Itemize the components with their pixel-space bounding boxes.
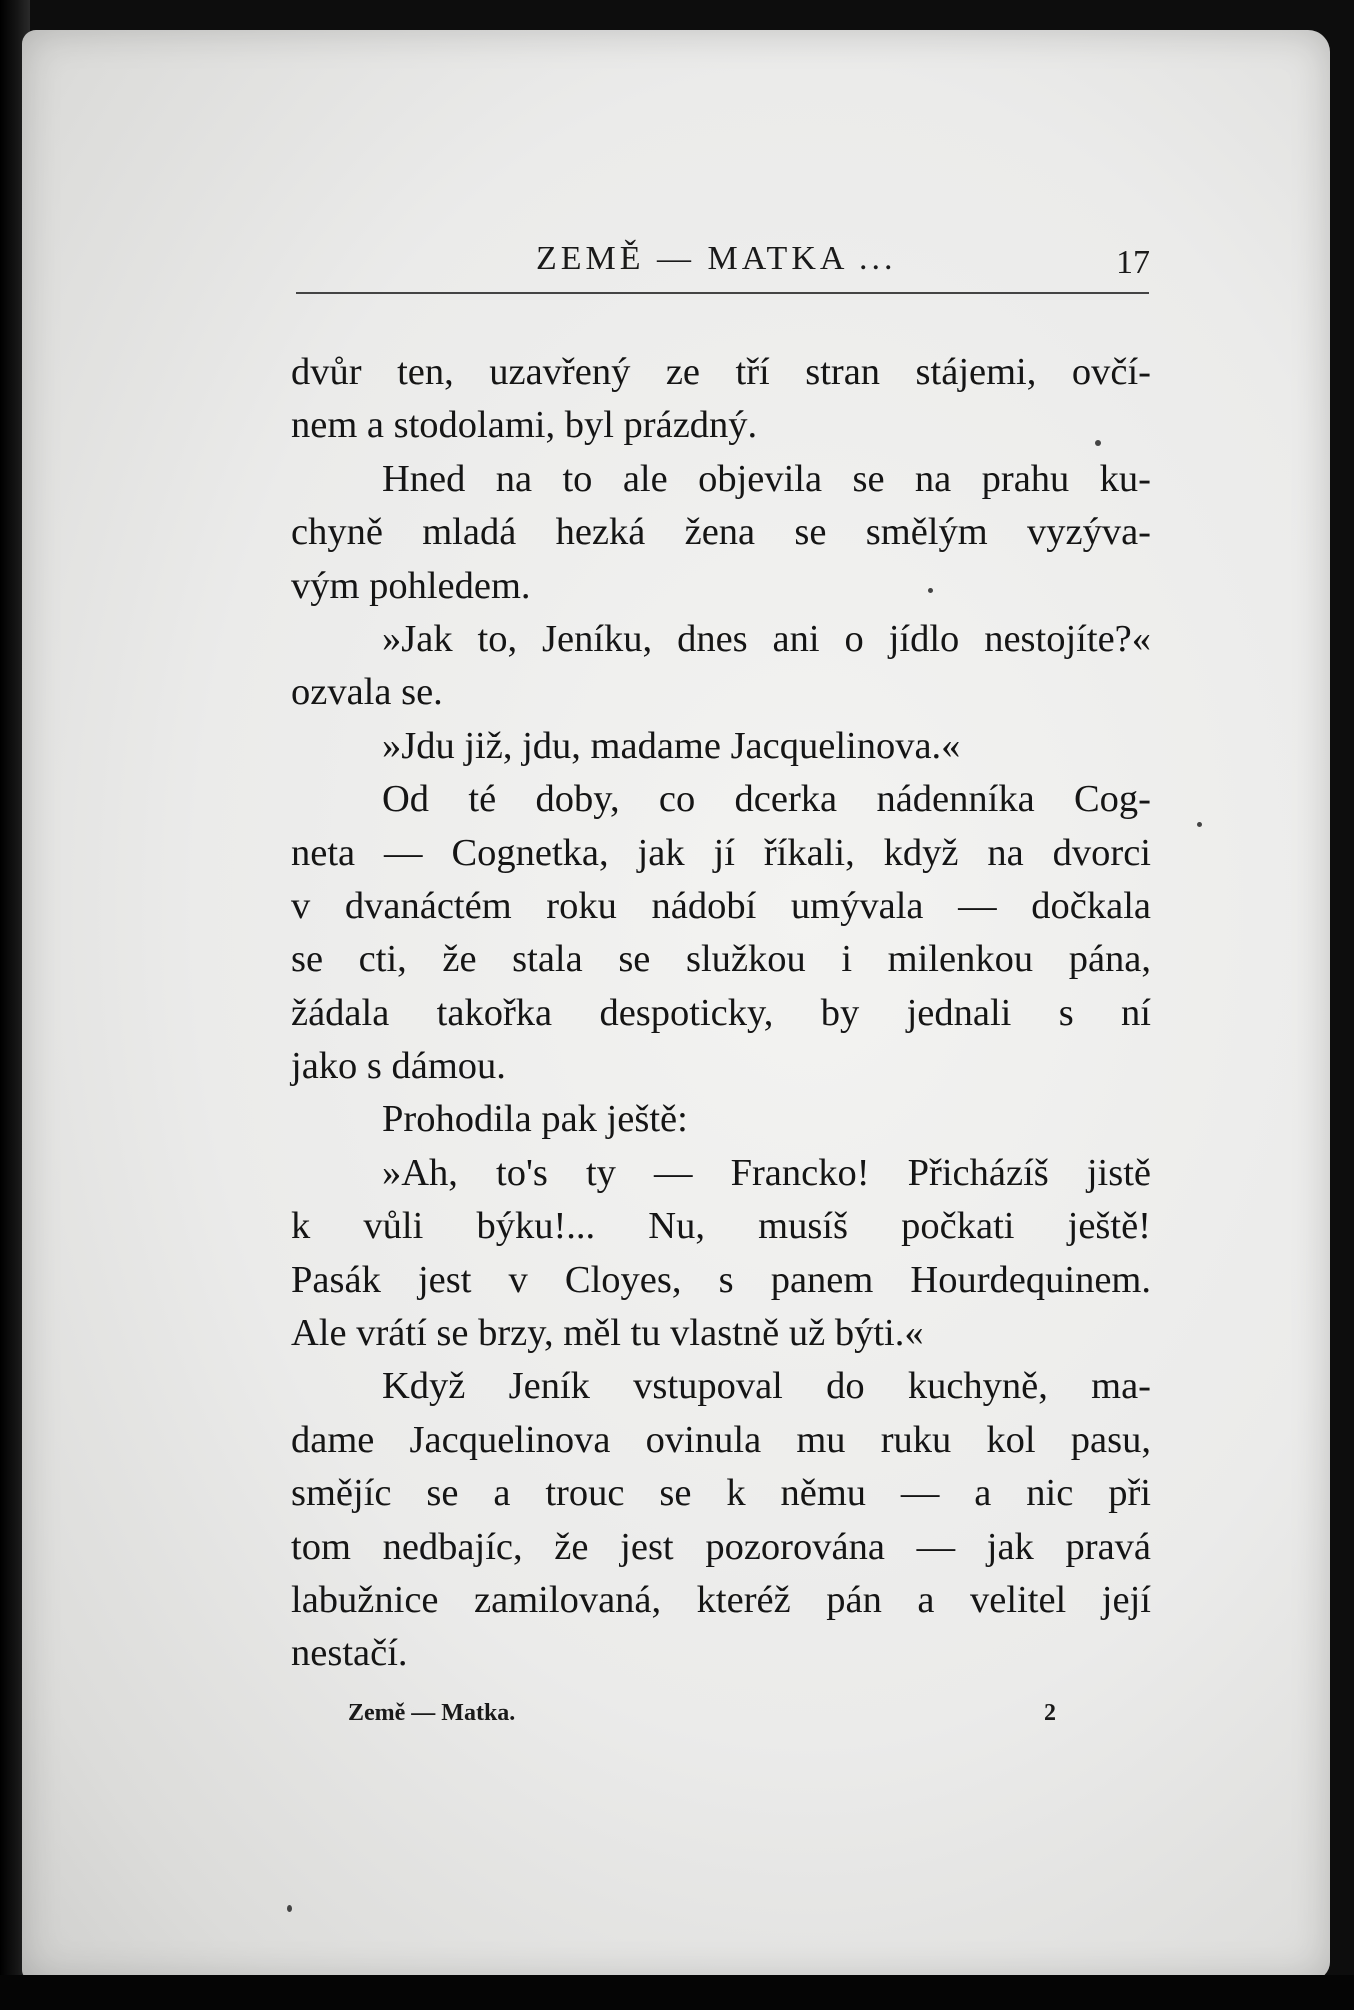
text-line: žádala takořka despoticky, by jednali s ní	[291, 991, 1151, 1034]
signature-number: 2	[1044, 1700, 1056, 1726]
page-number: 17	[1116, 244, 1150, 281]
text-line: jako s dámou.	[291, 1045, 506, 1088]
text-line: Ale vrátí se brzy, měl tu vlastně už býti.«	[291, 1312, 924, 1355]
text-line: neta — Cognetka, jak jí říkali, když na dvorci	[291, 831, 1151, 874]
text-line: Pasák jest v Cloyes, s panem Hourdequinem.	[291, 1258, 1151, 1301]
text-line: dvůr ten, uzavřený ze tří stran stájemi, ovčí-	[291, 351, 1151, 393]
text-line: Hned na to ale objevila se na prahu ku-	[382, 457, 1151, 500]
text-line: »Jdu již, jdu, madame Jacquelinova.«	[382, 724, 961, 767]
running-header	[290, 240, 1150, 290]
text-line: tom nedbajíc, že jest pozorována — jak pravá	[291, 1525, 1151, 1568]
text-line: Prohodila pak ještě:	[382, 1098, 688, 1141]
text-line: Když Jeník vstupoval do kuchyně, ma-	[382, 1365, 1151, 1408]
text-line: se cti, že stala se služkou i milenkou pána,	[291, 938, 1151, 981]
text-line: smějíc se a trouc se k němu — a nic při	[291, 1472, 1151, 1515]
text-line: k vůli býku!... Nu, musíš počkati ještě!	[291, 1205, 1151, 1248]
text-line: labužnice zamilovaná, kteréž pán a velitel její	[291, 1578, 1151, 1621]
bottom-edge	[0, 1975, 1354, 2010]
text-line: ozvala se.	[291, 671, 443, 714]
text-line: vým pohledem.	[291, 564, 531, 607]
text-line: chyně mladá hezká žena se smělým vyzýva-	[291, 511, 1151, 554]
text-line: nem a stodolami, byl prázdný.	[291, 404, 758, 447]
footer	[348, 1700, 1056, 1740]
speck	[928, 588, 933, 593]
text-line: v dvanáctém roku nádobí umývala — dočkala	[291, 884, 1151, 927]
body-text	[291, 346, 1151, 1681]
speck	[1197, 822, 1202, 827]
text-line: dame Jacquelinova ovinula mu ruku kol pasu,	[291, 1418, 1151, 1461]
text-line: »Jak to, Jeníku, dnes ani o jídlo nestojíte?«	[382, 617, 1151, 660]
speck	[1095, 440, 1101, 446]
signature-title: Země — Matka.	[348, 1700, 516, 1726]
running-title: ZEMĚ — MATKA ...	[536, 240, 897, 277]
header-rule	[296, 292, 1149, 294]
speck	[287, 1905, 292, 1912]
text-line: »Ah, to's ty — Francko! Přicházíš jistě	[382, 1151, 1151, 1194]
text-line: nestačí.	[291, 1632, 408, 1675]
text-line: Od té doby, co dcerka nádenníka Cog-	[382, 778, 1151, 821]
